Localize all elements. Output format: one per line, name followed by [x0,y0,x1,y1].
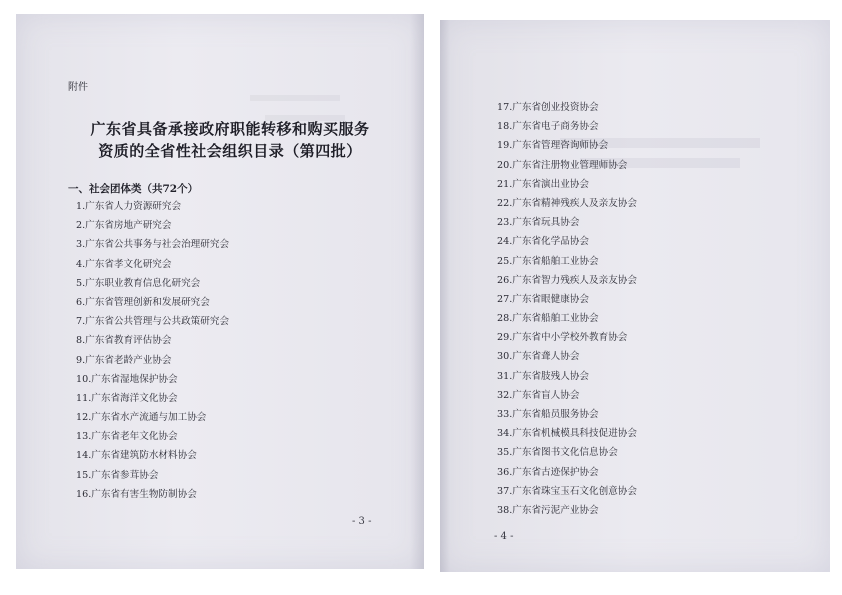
list-item: 23.广东省玩具协会 [497,217,580,229]
list-item: 28.广东省船舶工业协会 [497,313,599,325]
organization-list-left [76,197,229,504]
organization-list-right [497,98,637,520]
list-item: 37.广东省珠宝玉石文化创意协会 [497,485,637,497]
list-item: 19.广东省管理咨询师协会 [497,140,609,152]
spine-shadow [440,20,450,572]
list-item: 10.广东省湿地保护协会 [76,373,178,385]
list-item: 24.广东省化学品协会 [497,236,590,248]
list-item: 25.广东省船舶工业协会 [497,255,599,267]
list-item: 2.广东省房地产研究会 [76,220,172,232]
list-item: 9.广东省老龄产业协会 [76,354,172,366]
list-item: 26.广东省智力残疾人及亲友协会 [497,274,637,286]
list-item: 5.广东职业教育信息化研究会 [76,277,201,289]
list-item: 3.广东省公共事务与社会治理研究会 [76,239,230,251]
document-title-line-2: 资质的全省性社会组织目录（第四批） [98,142,362,160]
list-item: 27.广东省眼健康协会 [497,293,590,305]
list-item: 16.广东省有害生物防制协会 [76,488,197,500]
list-item: 33.广东省船员服务协会 [497,409,599,420]
list-item: 35.广东省图书文化信息协会 [497,447,618,459]
list-item: 36.广东省古迹保护协会 [497,466,599,478]
annex-label: 附件 [68,82,88,93]
list-item: 4.广东省孝文化研究会 [76,258,172,270]
section-heading: 一、社会团体类（共72个） [68,183,199,195]
list-item: 32.广东省盲人协会 [497,389,580,401]
list-item: 15.广东省参茸协会 [76,469,159,481]
list-item: 30.广东省聋人协会 [497,351,580,363]
page-number-right: - 4 - [494,531,514,542]
list-item: 7.广东省公共管理与公共政策研究会 [76,316,230,328]
list-item: 20.广东省注册物业管理师协会 [497,159,628,171]
list-item: 1.广东省人力资源研究会 [76,201,182,212]
list-item: 34.广东省机械模具科技促进协会 [497,428,637,440]
list-item: 29.广东省中小学校外教育协会 [497,332,628,344]
list-item: 6.广东省管理创新和发展研究会 [76,296,210,308]
list-item: 13.广东省老年文化协会 [76,431,178,443]
list-item: 11.广东省海洋文化协会 [76,392,178,404]
list-item: 17.广东省创业投资协会 [497,102,599,113]
document-title-line-1: 广东省具备承接政府职能转移和购买服务 [90,120,370,138]
list-item: 14.广东省建筑防水材料协会 [76,450,197,462]
page-number-left: - 3 - [352,516,372,527]
list-item: 18.广东省电子商务协会 [497,121,599,133]
list-item: 22.广东省精神残疾人及亲友协会 [497,197,637,209]
list-item: 21.广东省演出业协会 [497,178,590,190]
list-item: 38.广东省污泥产业协会 [497,504,599,516]
list-item: 31.广东省肢残人协会 [497,370,590,382]
list-item: 8.广东省教育评估协会 [76,335,172,347]
spine-shadow [410,14,424,569]
list-item: 12.广东省水产流通与加工协会 [76,412,207,424]
